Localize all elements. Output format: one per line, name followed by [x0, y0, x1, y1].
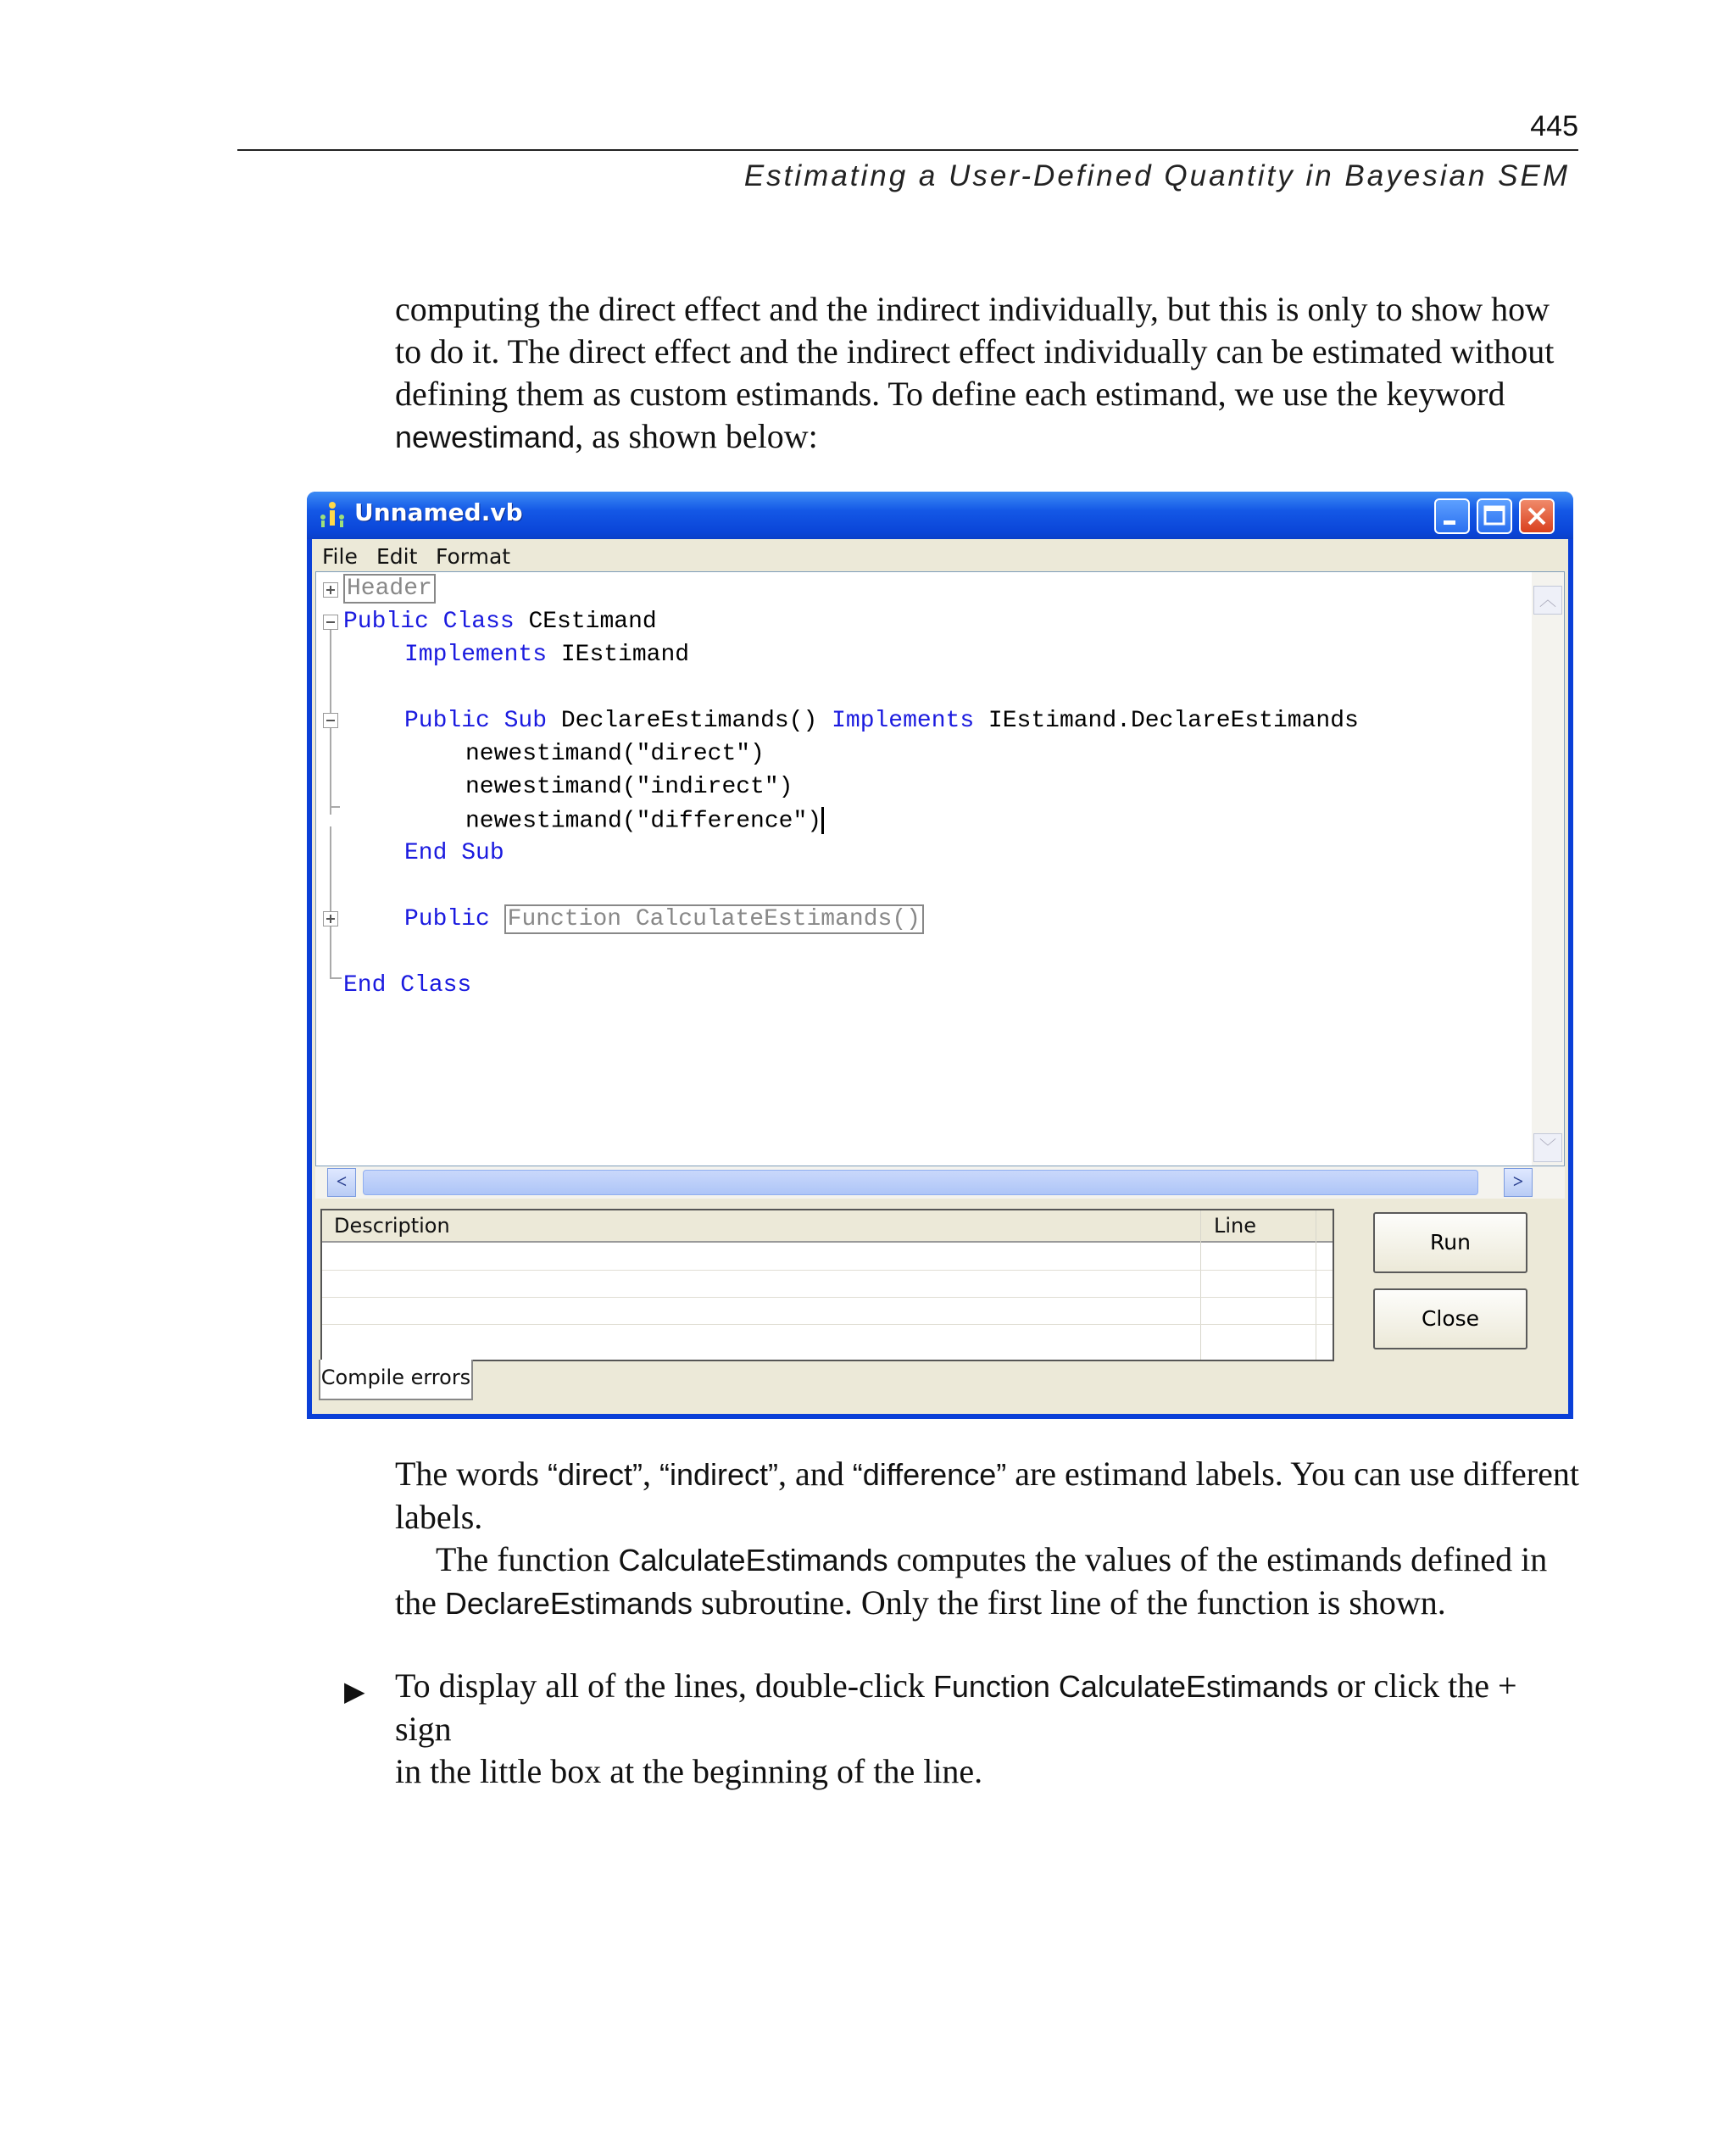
code-text: newestimand("difference") [465, 808, 822, 835]
code-text: IEstimand.DeclareEstimands [974, 708, 1359, 734]
compile-errors-panel [320, 1209, 1334, 1361]
table-row [322, 1270, 1333, 1271]
body-line [395, 1453, 1582, 1496]
table-row [322, 1297, 1333, 1298]
code-text: IEstimand [547, 642, 690, 668]
code-term: Function CalculateEstimands [932, 1669, 1329, 1704]
maximize-button[interactable] [1477, 498, 1512, 534]
code-line [404, 642, 689, 668]
body-line [395, 1582, 1582, 1625]
code-term: “difference” [852, 1457, 1007, 1492]
body-text: , [642, 1455, 659, 1493]
errors-header [322, 1210, 1333, 1243]
text-caret [821, 807, 824, 834]
function-region[interactable]: Function CalculateEstimands() [504, 904, 924, 934]
code-line [404, 708, 1359, 734]
keyword: Public Class [343, 609, 515, 635]
menu-bar [312, 539, 1568, 571]
window-title: Unnamed.vb [354, 498, 523, 526]
keyword: End Sub [404, 840, 504, 866]
body-line [395, 1538, 1582, 1582]
scroll-right-icon[interactable]: > [1504, 1168, 1533, 1197]
scroll-up-icon[interactable]: ︿ [1533, 586, 1562, 615]
minimize-icon [1436, 500, 1468, 532]
keyword: Public [404, 906, 490, 932]
scroll-thumb[interactable] [363, 1170, 1478, 1195]
window-client [312, 539, 1568, 1414]
page-number: 445 [1530, 110, 1578, 142]
running-head: Estimating a User-Defined Quantity in Bayesian SEM [743, 159, 1570, 192]
app-icon [317, 500, 348, 531]
collapse-sub-icon[interactable] [323, 713, 338, 728]
code-text: CEstimand [514, 609, 657, 635]
title-bar[interactable] [307, 492, 1573, 539]
body-text: or click the + sign [395, 1666, 1517, 1748]
body-line [395, 1665, 1582, 1750]
menu-file[interactable]: File [322, 544, 358, 569]
body-text: the [395, 1583, 445, 1622]
description-column-header[interactable]: Description [334, 1214, 450, 1238]
close-button[interactable]: Close [1373, 1288, 1527, 1349]
intro-line: computing the direct effect and the indirect individually, but this is only to show how [395, 290, 1550, 328]
intro-line [395, 415, 1582, 459]
instruction-paragraph [395, 1665, 1582, 1793]
tab-compile-errors[interactable]: Compile errors [319, 1360, 473, 1400]
header-rule [237, 149, 1578, 151]
code-line [404, 840, 504, 866]
code-term: newestimand [395, 420, 576, 454]
code-line [343, 609, 657, 635]
keyword: Implements [404, 642, 548, 668]
keyword: End Class [343, 972, 472, 999]
body-line: in the little box at the beginning of the line. [395, 1752, 983, 1790]
intro-paragraph [395, 288, 1582, 459]
body-text: The function [436, 1540, 619, 1578]
code-text: DeclareEstimands() [547, 708, 832, 734]
intro-text: , as shown below: [575, 417, 818, 455]
column-divider [1200, 1210, 1201, 1360]
vertical-scrollbar[interactable] [1532, 572, 1564, 1166]
code-line: newestimand("direct") [465, 741, 765, 767]
keyword: Implements [832, 708, 975, 734]
menu-format[interactable]: Format [436, 544, 511, 569]
bullet-arrow-icon: ▶ [344, 1676, 365, 1706]
body-text: The words [395, 1455, 548, 1493]
code-line [404, 906, 924, 932]
close-icon [1521, 500, 1553, 532]
code-line [343, 972, 471, 999]
code-term: DeclareEstimands [444, 1586, 693, 1621]
code-term: “direct” [547, 1457, 643, 1492]
collapse-class-icon[interactable] [323, 615, 338, 630]
code-term: CalculateEstimands [618, 1543, 888, 1577]
scroll-down-icon[interactable]: ﹀ [1533, 1133, 1562, 1162]
keyword: Public Sub [404, 708, 548, 734]
close-window-button[interactable] [1519, 498, 1555, 534]
fold-guide-end [330, 806, 340, 808]
run-button[interactable]: Run [1373, 1212, 1527, 1273]
code-term: “indirect” [659, 1457, 779, 1492]
body-text: , and [778, 1455, 853, 1493]
menu-edit[interactable]: Edit [376, 544, 418, 569]
line-column-header[interactable]: Line [1214, 1214, 1257, 1238]
body-text: To display all of the lines, double-click [395, 1666, 933, 1705]
horizontal-scrollbar[interactable] [315, 1166, 1565, 1199]
body-text: are estimand labels. You can use different [1006, 1455, 1579, 1493]
scroll-left-icon[interactable]: < [327, 1168, 356, 1197]
intro-line: defining them as custom estimands. To define each estimand, we use the keyword [395, 375, 1505, 413]
editor-window [307, 492, 1573, 1419]
labels-paragraph [395, 1453, 1582, 1625]
expand-function-icon[interactable] [323, 911, 338, 926]
code-line [343, 576, 436, 602]
body-text: subroutine. Only the first line of the function is shown. [693, 1583, 1446, 1622]
body-line: labels. [395, 1498, 483, 1536]
fold-guide [330, 926, 331, 977]
table-row [322, 1324, 1333, 1325]
expand-header-icon[interactable] [323, 582, 338, 598]
code-line [465, 807, 824, 834]
minimize-button[interactable] [1434, 498, 1470, 534]
body-text: computes the values of the estimands defined in [887, 1540, 1548, 1578]
fold-guide-end [330, 977, 342, 979]
intro-line: to do it. The direct effect and the indirect effect individually can be estimated without [395, 332, 1555, 370]
code-editor[interactable] [315, 571, 1565, 1166]
header-region[interactable]: Header [343, 574, 436, 604]
maximize-icon [1478, 500, 1511, 532]
code-line: newestimand("indirect") [465, 774, 793, 800]
